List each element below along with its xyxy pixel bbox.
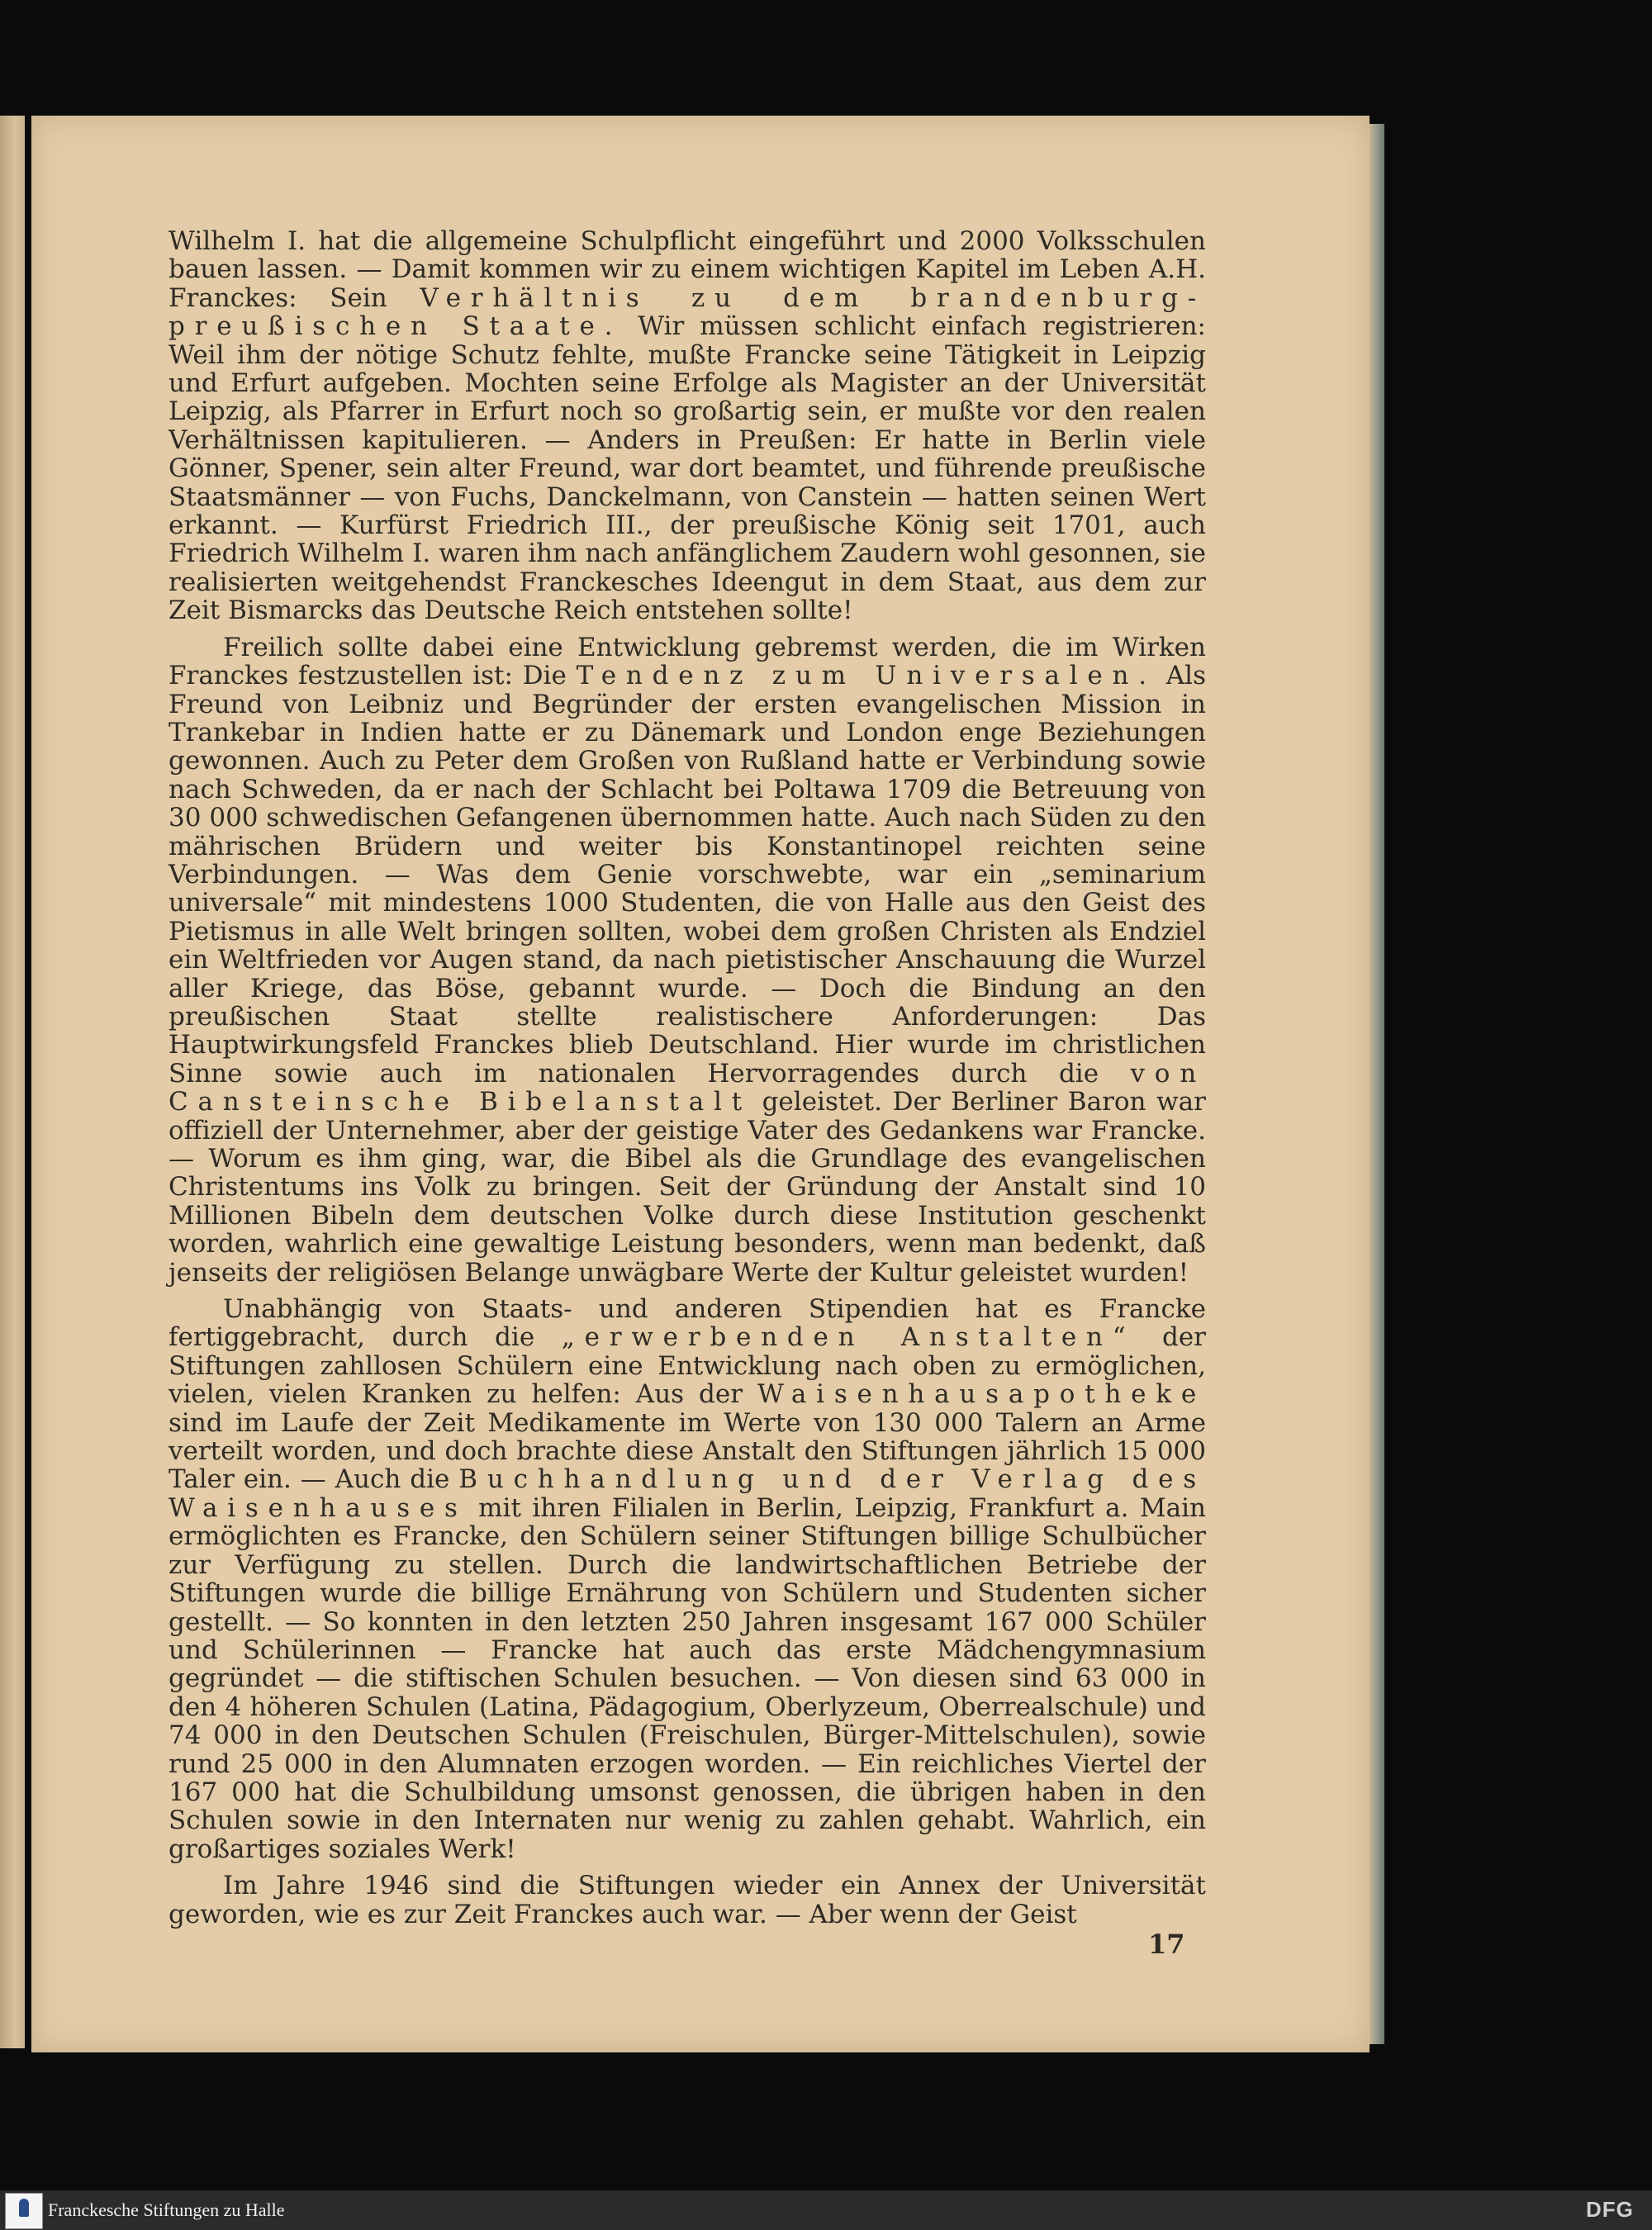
foundation-seal-icon[interactable]	[5, 2193, 43, 2229]
page-number: 17	[1148, 1929, 1185, 1960]
left-page-edge	[0, 116, 25, 2048]
emphasis-spaced: Buchhandlung und der Verlag des Waisenhauses	[169, 1464, 1206, 1523]
emphasis-spaced: Tendenz zum Universalen.	[576, 661, 1156, 691]
emphasis-spaced: „erwerbenden Anstalten“	[561, 1322, 1136, 1353]
dfg-logo: DFG	[1586, 2197, 1634, 2222]
emphasis-spaced: von Cansteinsche Bibelanstalt	[169, 1058, 1206, 1117]
book-page	[31, 116, 1370, 2052]
paragraph-1: Wilhelm I. hat die allgemeine Schulpflicht eingeführt und 2000 Volksschulen bauen lassen. — Damit kommen wir zu einem wichtigen Kapitel im Leben A.H. Franckes: Sein Verhältnis zu dem brandenburg-preußischen Staate. Wir müssen schlicht einfach registrieren: Weil ihm der nötige Schutz fehlte, mußte Francke seine Tätigkeit in Leipzig und Erfurt aufgeben. Mochten seine Erfolge als Magister an der Universität Leipzig, als Pfarrer in Erfurt noch so großartig sein, er mußte vor den realen Verhältnissen kapitulieren. — Anders in Preußen: Er hatte in Berlin viele Gönner, Spener, sein alter Freund, war dort beamtet, und führende preußische Staatsmänner — von Fuchs, Danckelmann, von Canstein — hatten seinen Wert erkannt. — Kurfürst Friedrich III., der preußische König seit 1701, auch Friedrich Wilhelm I. waren ihm nach anfänglichem Zaudern wohl gesonnen, sie realisierten weitgehendst Franckesches Ideengut in dem Staat, aus dem zur Zeit Bismarcks das Deutsche Reich entstehen sollte!	[169, 226, 1206, 626]
paragraph-2: Freilich sollte dabei eine Entwicklung gebremst werden, die im Wirken Franckes festzustellen ist: Die Tendenz zum Universalen. Als Freund von Leibniz und Begründer der ersten evangelischen Mission in Trankebar in Indien hatte er zu Dänemark und London enge Beziehungen gewonnen. Auch zu Peter dem Großen von Rußland hatte er Verbindung sowie nach Schweden, da er nach der Schlacht bei Poltawa 1709 die Betreuung von 30 000 schwedischen Gefangenen übernommen hatte. Auch nach Süden zu den mährischen Brüdern und weiter bis Konstantinopel reichten seine Verbindungen. — Was dem Genie vorschwebte, war ein „seminarium universale“ mit mindestens 1000 Studenten, die von Halle aus den Geist des Pietismus in alle Welt bringen sollten, wobei dem großen Christen als Endziel ein Weltfrieden vor Augen stand, da nach pietistischer Anschauung die Wurzel aller Kriege, das Böse, gebannt wurde. — Doch die Bindung an den preußischen Staat stellte realistischere Anforderungen: Das Hauptwirkungsfeld Franckes blieb Deutschland. Hier wurde im christlichen Sinne sowie auch im nationalen Hervorragendes durch die von Cansteinsche Bibelanstalt geleistet. Der Berliner Baron war offiziell der Unternehmer, aber der geistige Vater des Gedankens war Francke. — Worum es ihm ging, war, die Bibel als die Grundlage des evangelischen Christentums ins Volk zu bringen. Seit der Gründung der Anstalt sind 10 Millionen Bibeln dem deutschen Volke durch diese Institution geschenkt worden, wahrlich eine gewaltige Leistung besonders, wenn man bedenkt, daß jenseits der religiösen Belange unwägbare Werte der Kultur geleistet wurden!	[169, 632, 1206, 1288]
emphasis-spaced: Verhältnis zu dem brandenburg-preußischen Staate.	[169, 282, 1206, 342]
emphasis-spaced: Waisenhausapotheke	[757, 1379, 1206, 1410]
paragraph-3: Unabhängig von Staats- und anderen Stipendien hat es Francke fertiggebracht, durch die „erwerbenden Anstalten“ der Stiftungen zahllosen Schülern eine Entwicklung nach oben zu ermöglichen, vielen, vielen Kranken zu helfen: Aus der Waisenhausapotheke sind im Laufe der Zeit Medikamente im Werte von 130 000 Talern an Arme verteilt worden, und doch brachte diese Anstalt den Stiftungen jährlich 15 000 Taler ein. — Auch die Buchhandlung und der Verlag des Waisenhauses mit ihren Filialen in Berlin, Leipzig, Frankfurt a. Main ermöglichten es Francke, den Schülern seiner Stiftungen billige Schulbücher zur Verfügung zu stellen. Durch die landwirtschaftlichen Betriebe der Stiftungen wurde die billige Ernährung von Schülern und Studenten sicher gestellt. — So konnten in den letzten 250 Jahren insgesamt 167 000 Schüler und Schülerinnen — Francke hat auch das erste Mädchengymnasium gegründet — die stiftischen Schulen besuchen. — Von diesen sind 63 000 in den 4 höheren Schulen (Latina, Pädagogium, Oberlyzeum, Oberrealschule) und 74 000 in den Deutschen Schulen (Freischulen, Bürger-Mittelschulen), sowie rund 25 000 in den Alumnaten erzogen worden. — Ein reichliches Viertel der 167 000 hat die Schulbildung umsonst genossen, die übrigen haben in den Schulen sowie in den Internaten nur wenig zu zahlen gehabt. Wahrlich, ein großartiges soziales Werk!	[169, 1294, 1206, 1864]
body-text	[169, 227, 1206, 1937]
paragraph-4: Im Jahre 1946 sind die Stiftungen wieder ein Annex der Universität geworden, wie es zur Zeit Franckes auch war. — Aber wenn der Geist	[169, 1871, 1206, 1929]
page-edge	[1370, 124, 1384, 2044]
institution-label[interactable]: Franckesche Stiftungen zu Halle	[48, 2199, 285, 2220]
